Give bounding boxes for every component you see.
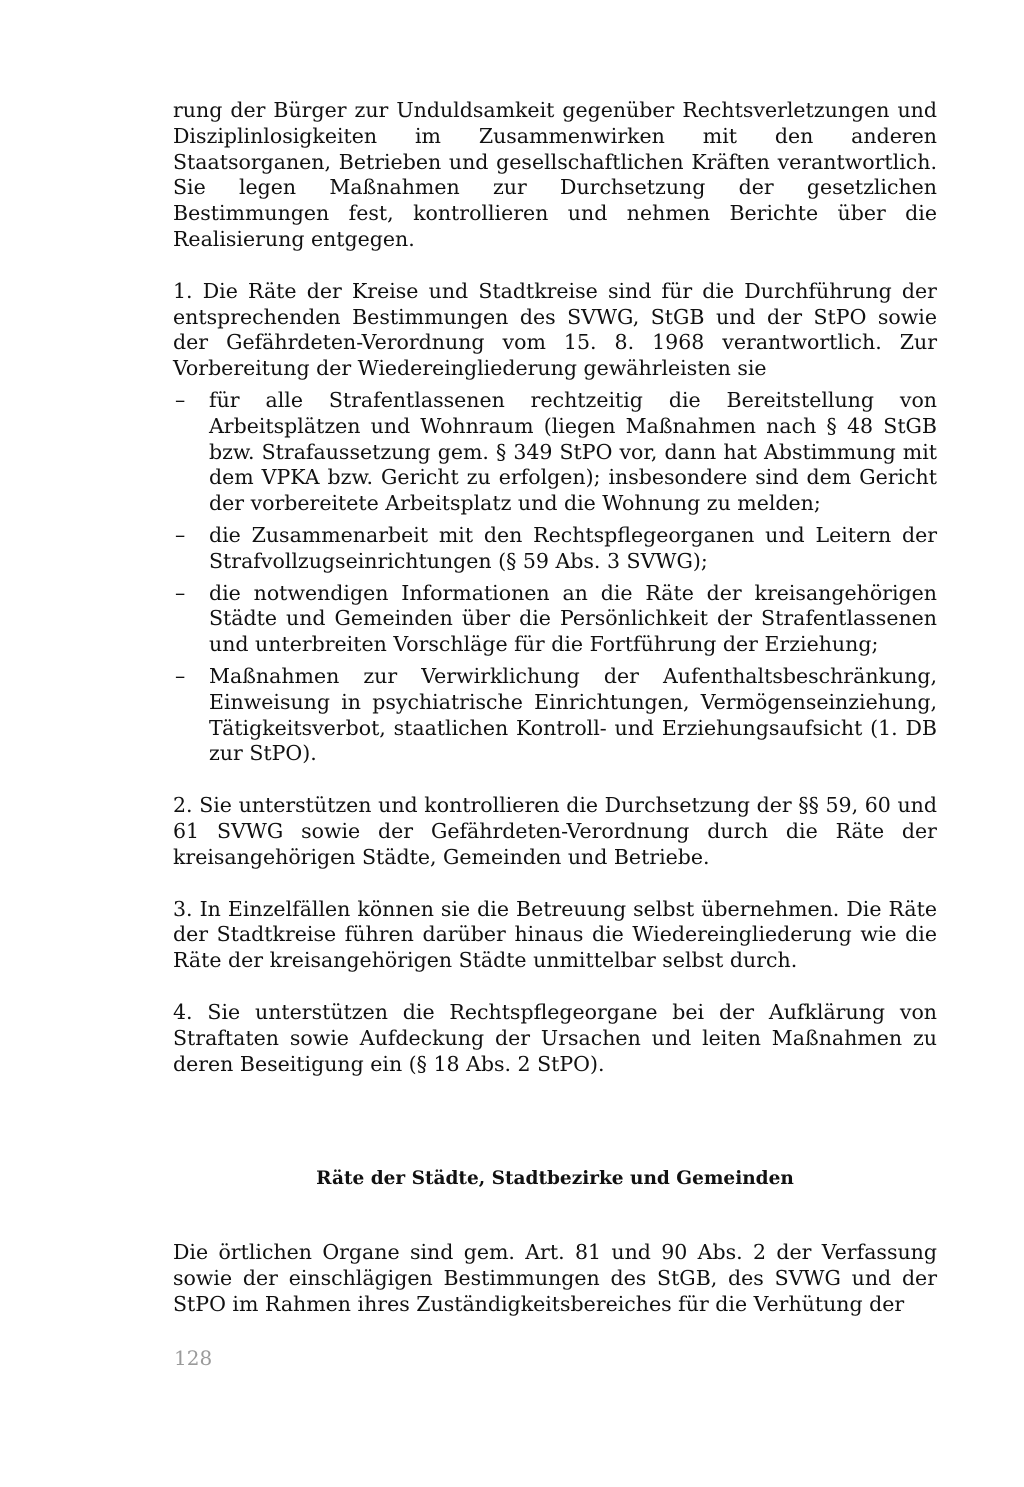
list-item — [173, 523, 937, 575]
dash-marker: – — [175, 522, 186, 547]
dash-marker: – — [175, 387, 186, 412]
paragraph-item-1: 1. Die Räte der Kreise und Stadtkreise sind für die Durchführung der entsprechenden Bestimmungen des SVWG, StGB und der StPO sowie der Gefährdeten-Verordnung vom 15. 8. 1968 verantwortlich. Zur Vorbereitung der Wiedereingliederung gewährleisten sie — [173, 278, 937, 381]
dash-marker: – — [175, 663, 186, 688]
list-item-text: Maßnahmen zur Verwirklichung der Aufenthaltsbeschränkung, Einweisung in psychiatrische Einrichtungen, Vermögenseinziehung, Tätigkeitsverbot, staatlichen Kontroll- und Erziehungsaufsicht (1. DB zur StPO). — [209, 663, 937, 766]
paragraph-item-3: 3. In Einzelfällen können sie die Betreuung selbst übernehmen. Die Räte der Stadtkreise führen darüber hinaus die Wiedereingliederung wie die Räte der kreisangehörigen Städte unmittelbar selbst durch. — [173, 896, 937, 973]
paragraph-intro: rung der Bürger zur Unduldsamkeit gegenüber Rechtsverletzungen und Disziplinlosigkeiten im Zusammenwirken mit den anderen Staatsorganen, Betrieben und gesellschaftlichen Kräften verantwortlich. Sie legen Maßnahmen zur Durchsetzung der gesetzlichen Bestimmungen fest, kontrollieren und nehmen Berichte über die Realisierung entgegen. — [173, 98, 937, 251]
list-item-text: für alle Strafentlassenen rechtzeitig die Bereitstellung von Arbeitsplätzen und Wohnraum (liegen Maßnahmen nach § 48 StGB bzw. Strafaussetzung gem. § 349 StPO vor, dann hat Abstimmung mit dem VPKA bzw. Gericht zu erfolgen); insbesondere sind dem Gericht der vorbereitete Arbeitsplatz und die Wohnung zu melden; — [209, 387, 937, 516]
list-item — [173, 388, 937, 517]
list-item — [173, 664, 937, 767]
section-heading: Räte der Städte, Stadtbezirke und Gemeinden — [316, 1168, 794, 1189]
page-number: 128 — [174, 1346, 213, 1370]
page-body — [173, 98, 937, 1077]
list-item — [173, 581, 937, 658]
paragraph-item-4: 4. Sie unterstützen die Rechtspflegeorgane bei der Aufklärung von Straftaten sowie Aufdeckung der Ursachen und leiten Maßnahmen zu deren Beseitigung ein (§ 18 Abs. 2 StPO). — [173, 999, 937, 1076]
dash-list — [173, 388, 937, 767]
list-item-text: die Zusammenarbeit mit den Rechtspflegeorganen und Leitern der Strafvollzugseinrichtungen (§ 59 Abs. 3 SVWG); — [209, 522, 937, 573]
paragraph-final: Die örtlichen Organe sind gem. Art. 81 und 90 Abs. 2 der Verfassung sowie der einschlägigen Bestimmungen des StGB, des SVWG und der StPO im Rahmen ihres Zuständigkeitsbereiches für die Verhütung der — [173, 1240, 937, 1316]
paragraph-item-2: 2. Sie unterstützen und kontrollieren die Durchsetzung der §§ 59, 60 und 61 SVWG sowie der Gefährdeten-Verordnung durch die Räte der kreisangehörigen Städte, Gemeinden und Betriebe. — [173, 793, 937, 869]
list-item-text: die notwendigen Informationen an die Räte der kreisangehörigen Städte und Gemeinden über die Persönlichkeit der Strafentlassenen und unterbreiten Vorschläge für die Fortführung der Erziehung; — [209, 580, 937, 657]
dash-marker: – — [175, 580, 186, 605]
